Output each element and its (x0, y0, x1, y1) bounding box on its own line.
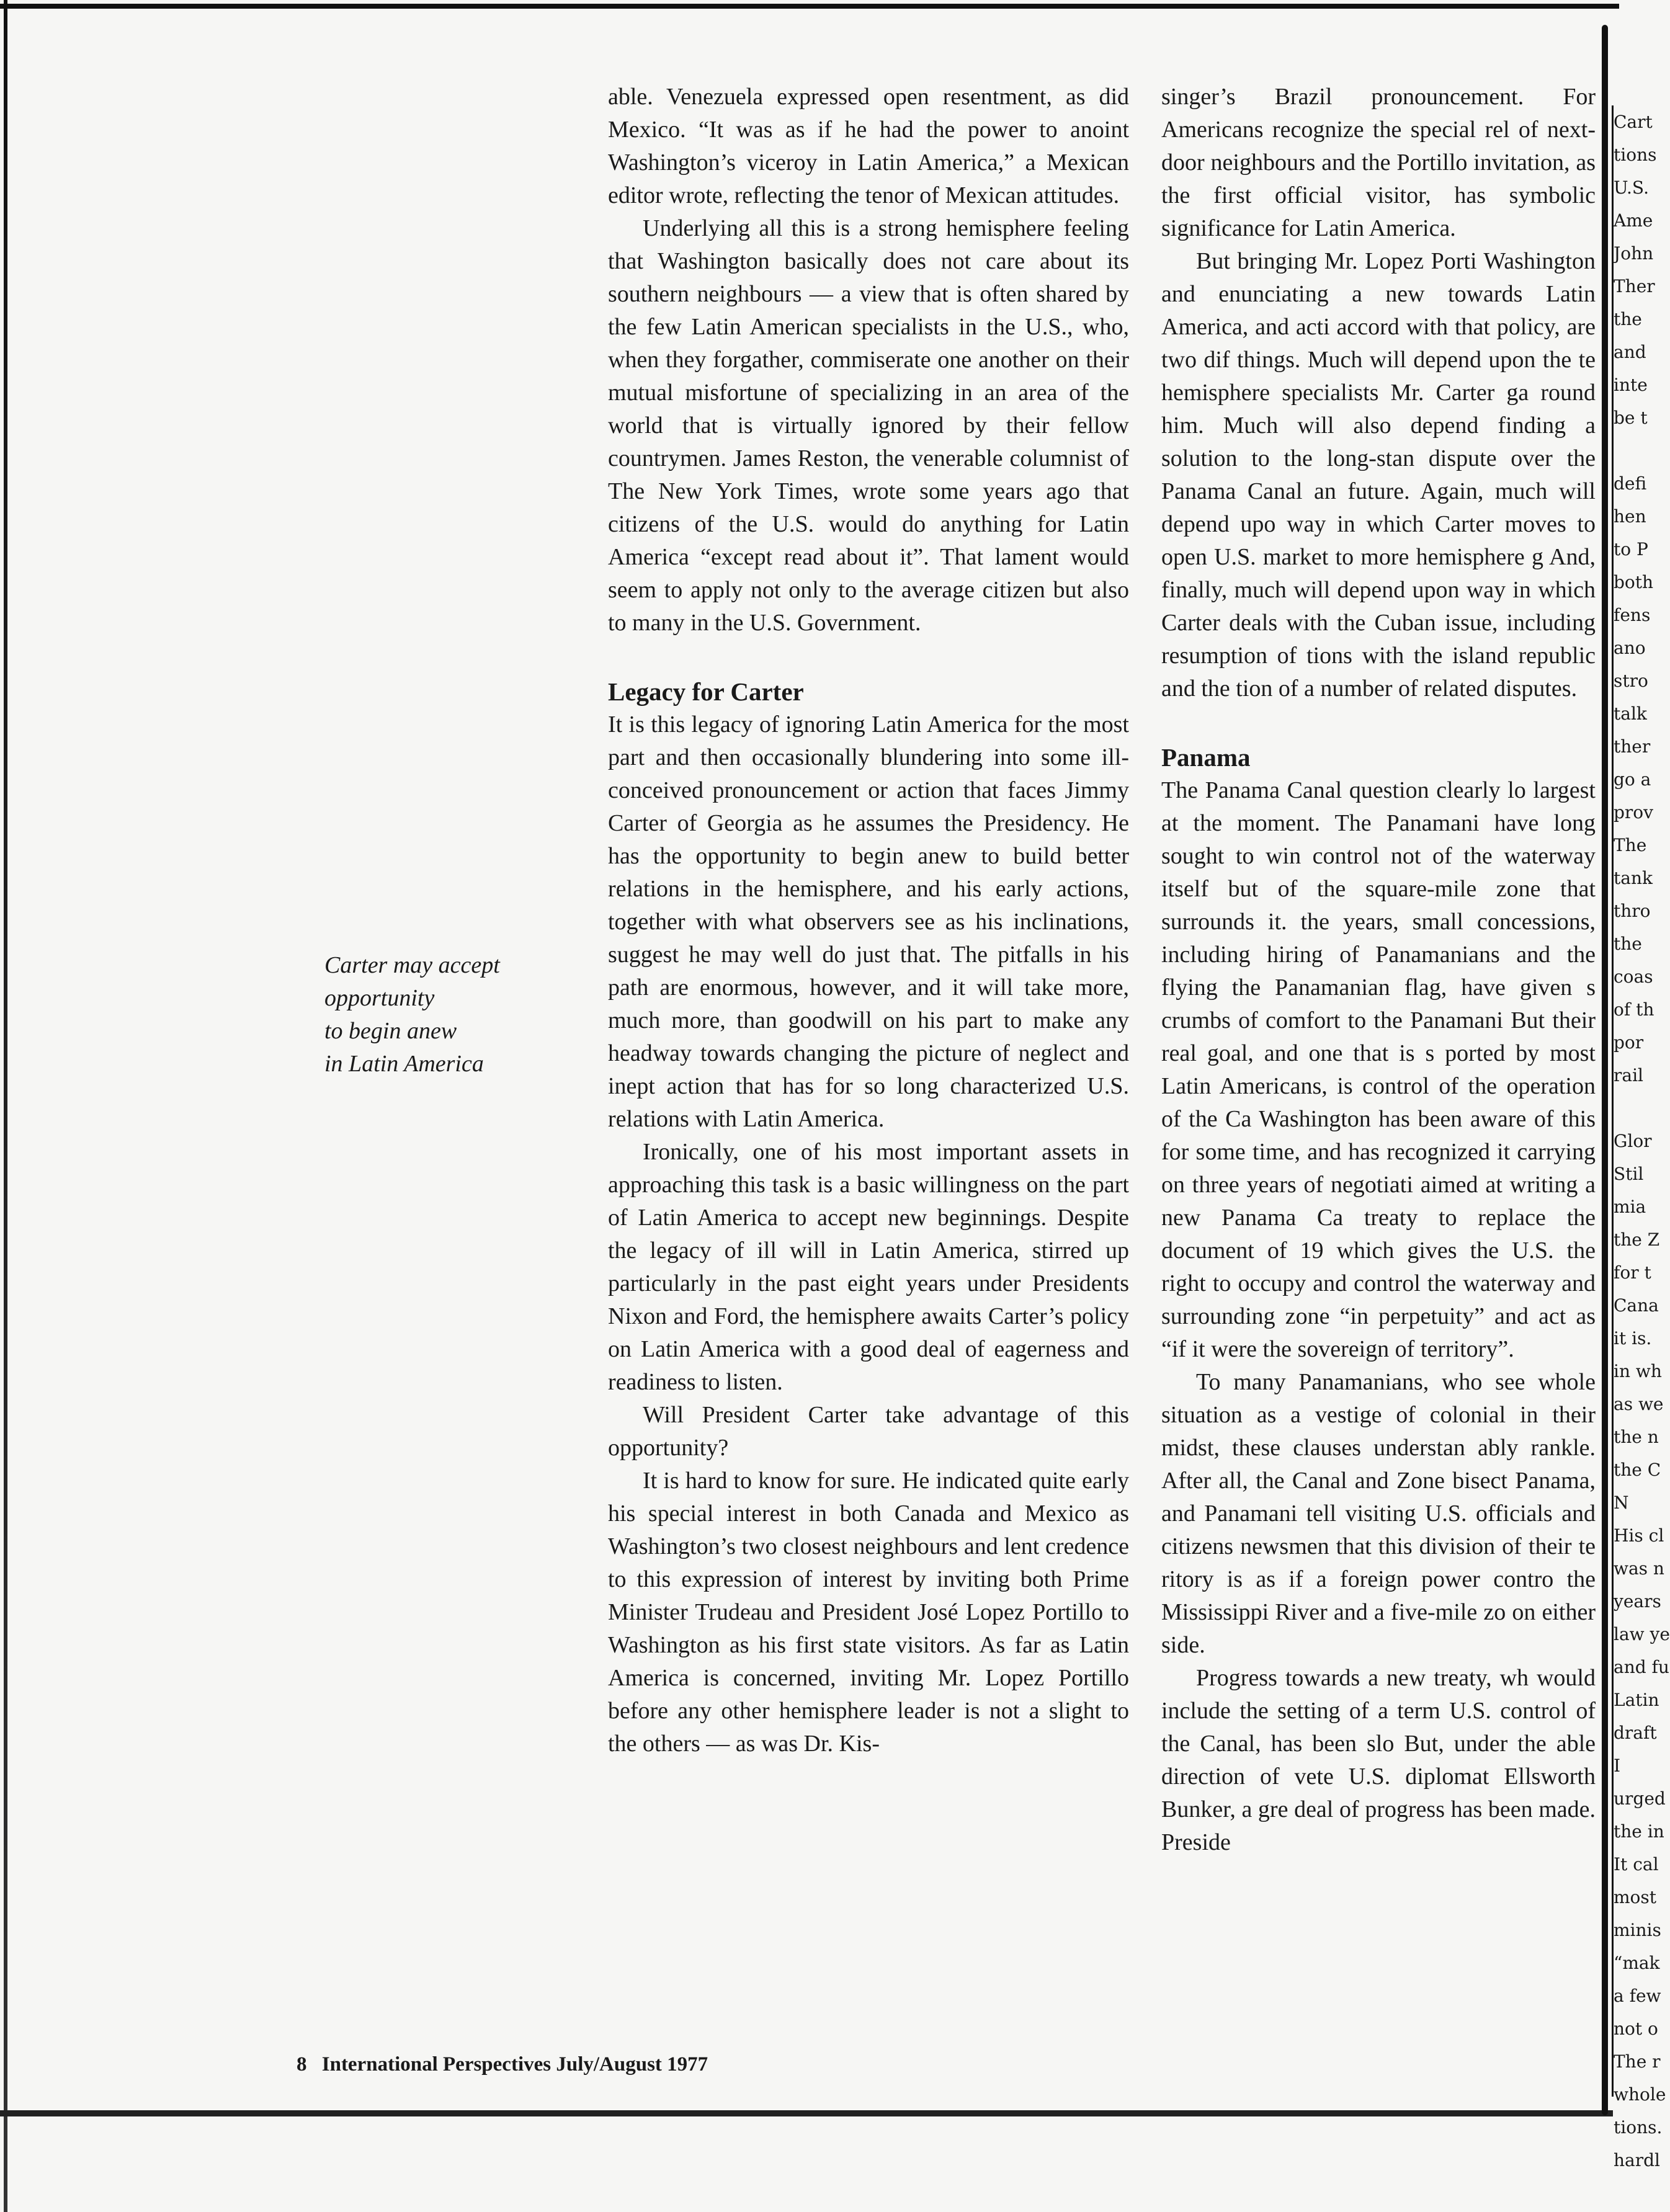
column-left-paras-1 (608, 81, 1129, 640)
clipped-fragment: coas (1614, 966, 1653, 987)
paragraph: But bringing Mr. Lopez Porti Washington and enunciating a new towards Latin America, and acti accord with that policy, are two dif things. Much will depend upon the te hemisphere specialists Mr. Carter ga round him. Much will also depend finding a solution to the long-stan dispute over the Panama Canal an future. Again, much will depend upo way in which Carter moves to open U.S. market to more hemisphere g And, finally, much will depend upon way in which Carter deals with the Cuban issue, including resumption of tions with the island republic and the tion of a number of related disputes. (1161, 248, 1596, 702)
clipped-fragment: go a (1614, 769, 1651, 790)
clipped-fragment: years (1614, 1591, 1661, 1612)
scan-border-top (0, 4, 1619, 9)
clipped-fragment: fens (1614, 605, 1651, 625)
clipped-fragment: prov (1614, 802, 1653, 823)
clipped-fragment: stro (1614, 671, 1648, 691)
clipped-fragment: law ye (1614, 1624, 1670, 1644)
clipped-fragment: por (1614, 1032, 1644, 1053)
clipped-fragment: was n (1614, 1558, 1664, 1579)
clipped-fragment: hen (1614, 506, 1646, 527)
clipped-fragment: for t (1614, 1262, 1651, 1283)
paragraph: Underlying all this is a strong hemisphere feeling that Washington basically does not care about its southern neighbours — a view that is often shared by the few Latin American specialists in the U.S., who, when they forgather, commiserate one another on their mutual misfortune of specializing in an area of the world that is virtually ignored by their fellow countrymen. James Reston, the venerable columnist of The New York Times, wrote some years ago that citizens of the U.S. would do anything for Latin America “except read about it”. That lament would seem to apply not only to the average citizen but also to many in the U.S. Government. (608, 215, 1129, 636)
sidenote-line: Carter may accept (324, 952, 500, 978)
clipped-fragment: mia (1614, 1197, 1646, 1217)
scan-border-bottom (0, 2110, 1613, 2116)
clipped-fragment: ther (1614, 736, 1651, 757)
clipped-fragment: It cal (1614, 1854, 1659, 1875)
clipped-fragment: the in (1614, 1821, 1664, 1842)
paragraph: It is hard to know for sure. He indicated quite early his special interest in both Canada and Mexico as Washington’s two closest neighbours and lent credence to this expression of interest by inviting both Prime Minister Trudeau and President José Lopez Portillo to Washington as his first state visitors. As far as Latin America is concerned, inviting Mr. Lopez Portillo before any other hemisphere leader is not a slight to the others — as was Dr. Kis- (608, 1468, 1129, 1757)
clipped-fragment: tank (1614, 868, 1653, 888)
clipped-fragment: Ame (1614, 210, 1653, 231)
clipped-fragment: ano (1614, 638, 1646, 658)
clipped-fragment: tions. (1614, 2117, 1663, 2138)
clipped-fragment: The r (1614, 2051, 1661, 2072)
clipped-fragment: tions (1614, 145, 1657, 165)
page-number: 8 (297, 2053, 307, 2076)
facing-page-edge (1602, 25, 1608, 2115)
clipped-fragment: inte (1614, 375, 1648, 395)
clipped-fragment: and fu (1614, 1657, 1669, 1677)
clipped-fragment: the Z (1614, 1229, 1660, 1250)
clipped-fragment: U.S. (1614, 177, 1650, 198)
facing-page-clipped-column (1612, 105, 1670, 2170)
clipped-fragment (1614, 434, 1657, 467)
page-footer (297, 2053, 708, 2076)
clipped-fragment: both (1614, 572, 1654, 592)
paragraph: Ironically, one of his most important assets in approaching this task is a basic willingness on the part of Latin America to accept new beginnings. Despite the legacy of ill will in Latin America, stirred up particularly in the past eight years under Presidents Nixon and Ford, the hemisphere awaits Carter’s policy on Latin America with a good deal of eagerness and readiness to listen. (608, 1139, 1129, 1395)
sidenote-line: in Latin America (324, 1051, 484, 1077)
clipped-fragment: not o (1614, 2018, 1658, 2039)
clipped-fragment: I (1614, 1755, 1621, 1776)
clipped-fragment: urged (1614, 1788, 1666, 1809)
clipped-fragment: talk (1614, 703, 1647, 724)
article-column-right (1161, 81, 1596, 1859)
clipped-fragment: a few (1614, 1986, 1661, 2006)
column-left-paras-2 (608, 708, 1129, 1760)
paragraph: Progress towards a new treaty, wh would include the setting of a term U.S. control of the Canal, has been slo But, under the able direction of vete U.S. diplomat Ellsworth Bunker, a gre deal of progress has been made. Preside (1161, 1665, 1596, 1855)
clipped-fragment: be t (1614, 408, 1648, 428)
clipped-fragment: Ther (1614, 276, 1655, 297)
clipped-fragment: Glor (1614, 1131, 1652, 1151)
clipped-fragment: of th (1614, 999, 1654, 1020)
clipped-fragment: The (1614, 835, 1647, 855)
clipped-fragment: defi (1614, 473, 1647, 494)
paragraph: Will President Carter take advantage of this opportunity? (608, 1402, 1129, 1461)
scan-border-left (4, 0, 7, 2212)
clipped-fragment: minis (1614, 1920, 1661, 1940)
clipped-fragment (1614, 1092, 1657, 1125)
paragraph: The Panama Canal question clearly lo largest at the moment. The Panamani have long sought to win control not of the waterway itself but of the square-mile zone that surrounds it. the years, small concessions, including hiring of Panamanians and the flying the Panamanian flag, have given s crumbs of comfort to the Panamani But their real goal, and one that is s ported by most Latin Americans, is control of the operation of the Ca Washington has been aware of this for some time, and has recognized it carrying on three years of negotiati aimed at writing a new Panama Ca treaty to replace the document of 19 which gives the U.S. the right to occupy and control the waterway and surrounding zone “in perpetuity” and act as “if it were the sovereign of territory”. (1161, 777, 1596, 1362)
clipped-fragment: to P (1614, 539, 1648, 560)
clipped-fragment: Cart (1614, 112, 1653, 132)
clipped-fragment: as we (1614, 1394, 1664, 1414)
clipped-fragment: the C (1614, 1460, 1661, 1480)
clipped-fragment: it is. (1614, 1328, 1652, 1349)
section-heading-legacy: Legacy for Carter (608, 677, 804, 706)
clipped-fragment: “mak (1614, 1953, 1660, 1973)
clipped-fragment: the (1614, 309, 1642, 329)
clipped-fragment: the n (1614, 1427, 1659, 1447)
paragraph: To many Panamanians, who see whole situation as a vestige of colonial in their midst, these clauses understan ably rankle. After all, the Canal and Zone bisect Panama, and Panamani tell visiting U.S. officials and citizens newsmen that this division of their te ritory is as if a foreign power contro the Mississippi River and a five-mile zo on either side. (1161, 1369, 1596, 1658)
sidenote-line: opportunity (324, 985, 435, 1011)
pull-quote-sidenote (324, 949, 548, 1081)
clipped-fragment: rail (1614, 1065, 1643, 1086)
article-column-left (608, 81, 1129, 1760)
clipped-fragment: the (1614, 934, 1642, 954)
clipped-fragment: His cl (1614, 1525, 1664, 1546)
clipped-fragment: John (1614, 243, 1654, 264)
column-right-paras-1 (1161, 81, 1596, 705)
column-right-paras-2 (1161, 774, 1596, 1859)
clipped-fragment: most (1614, 1887, 1657, 1907)
clipped-fragment: thro (1614, 901, 1651, 921)
clipped-fragment: draft (1614, 1723, 1657, 1743)
clipped-fragment: Cana (1614, 1295, 1659, 1316)
clipped-fragment: and (1614, 342, 1646, 362)
clipped-fragment: whole (1614, 2084, 1666, 2105)
paragraph: singer’s Brazil pronouncement. For Americans recognize the special rel of next-door neighbours and the Portillo invitation, as the first official visitor, has symbolic significance for Latin America. (1161, 84, 1596, 241)
paragraph: It is this legacy of ignoring Latin America for the most part and then occasionally blundering into some ill-conceived pronouncement or action that faces Jimmy Carter of Georgia as he assumes the Presidency. He has the opportunity to begin anew to build better relations in the hemisphere, and his early actions, together with what observers see as his inclinations, suggest he may well do just that. The pitfalls in his path are enormous, however, and it will take more, much more, than goodwill on his part to make any headway towards changing the picture of neglect and inept action that has for so long characterized U.S. relations with Latin America. (608, 711, 1129, 1132)
clipped-fragment: hardl (1614, 2150, 1660, 2170)
paragraph: able. Venezuela expressed open resentment, as did Mexico. “It was as if he had the power to anoint Washington’s viceroy in Latin America,” a Mexican editor wrote, reflecting the tenor of Mexican attitudes. (608, 84, 1129, 208)
section-heading-panama: Panama (1161, 743, 1251, 772)
clipped-fragment: Latin (1614, 1690, 1659, 1710)
clipped-fragment: in wh (1614, 1361, 1662, 1381)
clipped-fragment: Stil (1614, 1164, 1644, 1184)
sidenote-line: to begin anew (324, 1018, 457, 1044)
publication-line: International Perspectives July/August 1977 (321, 2053, 708, 2076)
clipped-fragment: N (1614, 1492, 1629, 1513)
